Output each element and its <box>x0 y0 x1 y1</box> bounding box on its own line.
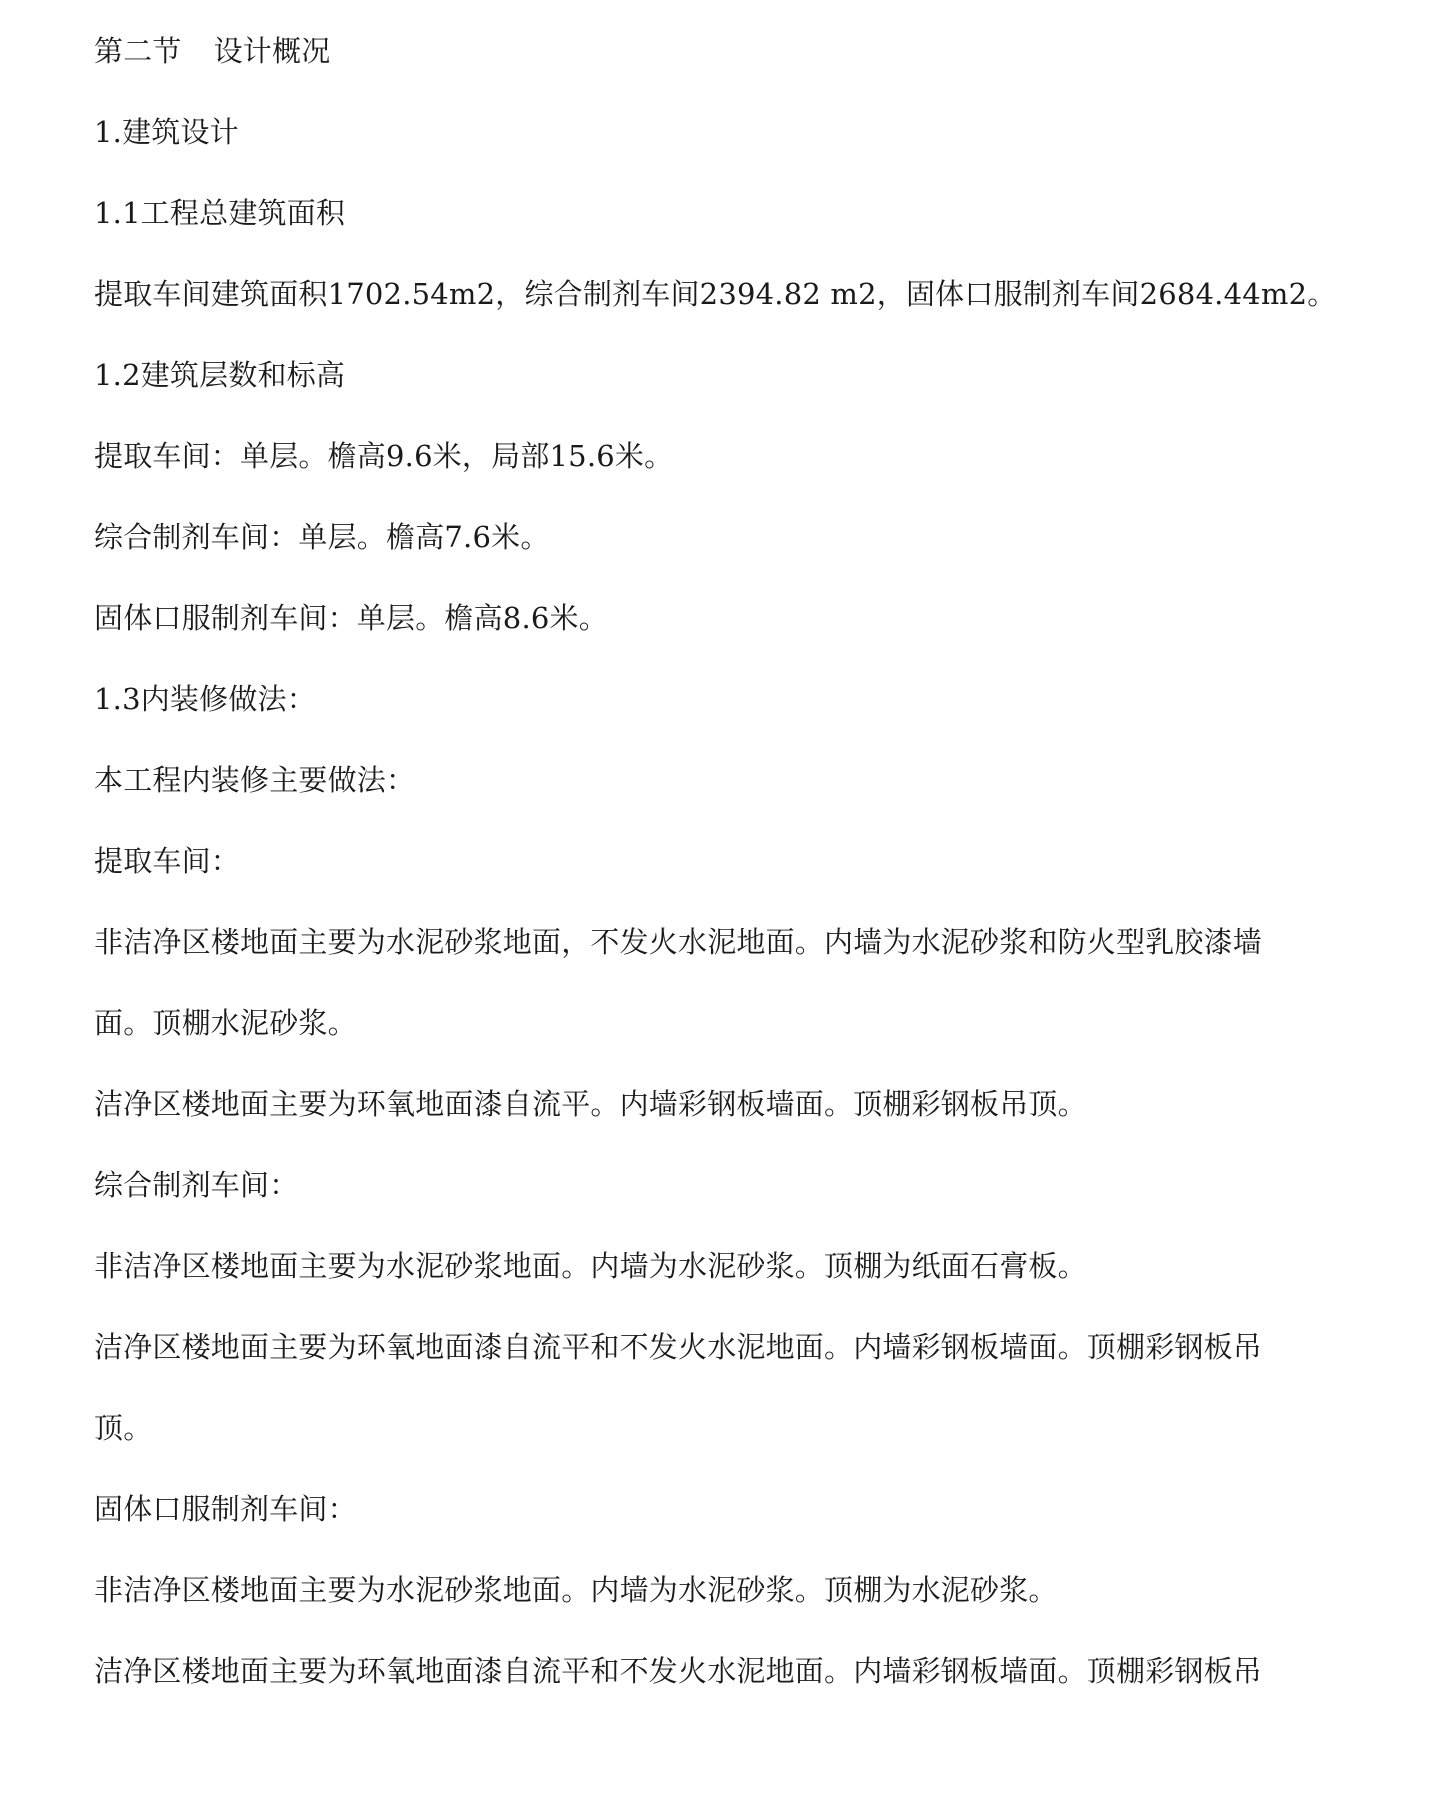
paragraph-interior-finishing-intro: 本工程内装修主要做法： <box>94 763 416 797</box>
heading-architectural-design: 1.建筑设计 <box>94 115 239 149</box>
paragraph-comprehensive-workshop-height: 综合制剂车间：单层。檐高7.6米。 <box>94 520 550 554</box>
paragraph-solid-oral-workshop-height: 固体口服制剂车间：单层。檐高8.6米。 <box>94 601 608 635</box>
paragraph-extraction-workshop-height: 提取车间：单层。檐高9.6米，局部15.6米。 <box>94 439 674 473</box>
section-number: 第二节 <box>94 34 182 68</box>
heading-floors-and-elevation: 1.2建筑层数和标高 <box>94 358 346 392</box>
document-body <box>94 28 1337 1729</box>
paragraph-comprehensive-clean-line1: 洁净区楼地面主要为环氧地面漆自流平和不发火水泥地面。内墙彩钢板墙面。顶棚彩钢板吊 <box>94 1330 1263 1364</box>
subheading-extraction-workshop: 提取车间： <box>94 844 241 878</box>
paragraph-comprehensive-non-clean: 非洁净区楼地面主要为水泥砂浆地面。内墙为水泥砂浆。顶棚为纸面石膏板。 <box>94 1249 1087 1283</box>
paragraph-solid-oral-non-clean: 非洁净区楼地面主要为水泥砂浆地面。内墙为水泥砂浆。顶棚为水泥砂浆。 <box>94 1573 1058 1607</box>
heading-total-floor-area: 1.1工程总建筑面积 <box>94 196 346 230</box>
subheading-solid-oral-workshop: 固体口服制剂车间： <box>94 1492 357 1526</box>
section-title: 设计概况 <box>213 34 331 68</box>
paragraph-extraction-non-clean-line2: 面。顶棚水泥砂浆。 <box>94 1006 357 1040</box>
subheading-comprehensive-workshop: 综合制剂车间： <box>94 1168 299 1202</box>
paragraph-comprehensive-clean-line2: 顶。 <box>94 1411 153 1445</box>
heading-interior-finishing: 1.3内装修做法： <box>94 682 316 716</box>
section-heading <box>94 28 1334 109</box>
paragraph-extraction-non-clean-line1: 非洁净区楼地面主要为水泥砂浆地面，不发火水泥地面。内墙为水泥砂浆和防火型乳胶漆墙 <box>94 925 1263 959</box>
paragraph-floor-areas: 提取车间建筑面积1702.54m2，综合制剂车间2394.82 m2，固体口服制剂车间2684.44m2。 <box>94 277 1337 311</box>
paragraph-extraction-clean: 洁净区楼地面主要为环氧地面漆自流平。内墙彩钢板墙面。顶棚彩钢板吊顶。 <box>94 1087 1087 1121</box>
paragraph-solid-oral-clean-line1: 洁净区楼地面主要为环氧地面漆自流平和不发火水泥地面。内墙彩钢板墙面。顶棚彩钢板吊 <box>94 1654 1263 1688</box>
